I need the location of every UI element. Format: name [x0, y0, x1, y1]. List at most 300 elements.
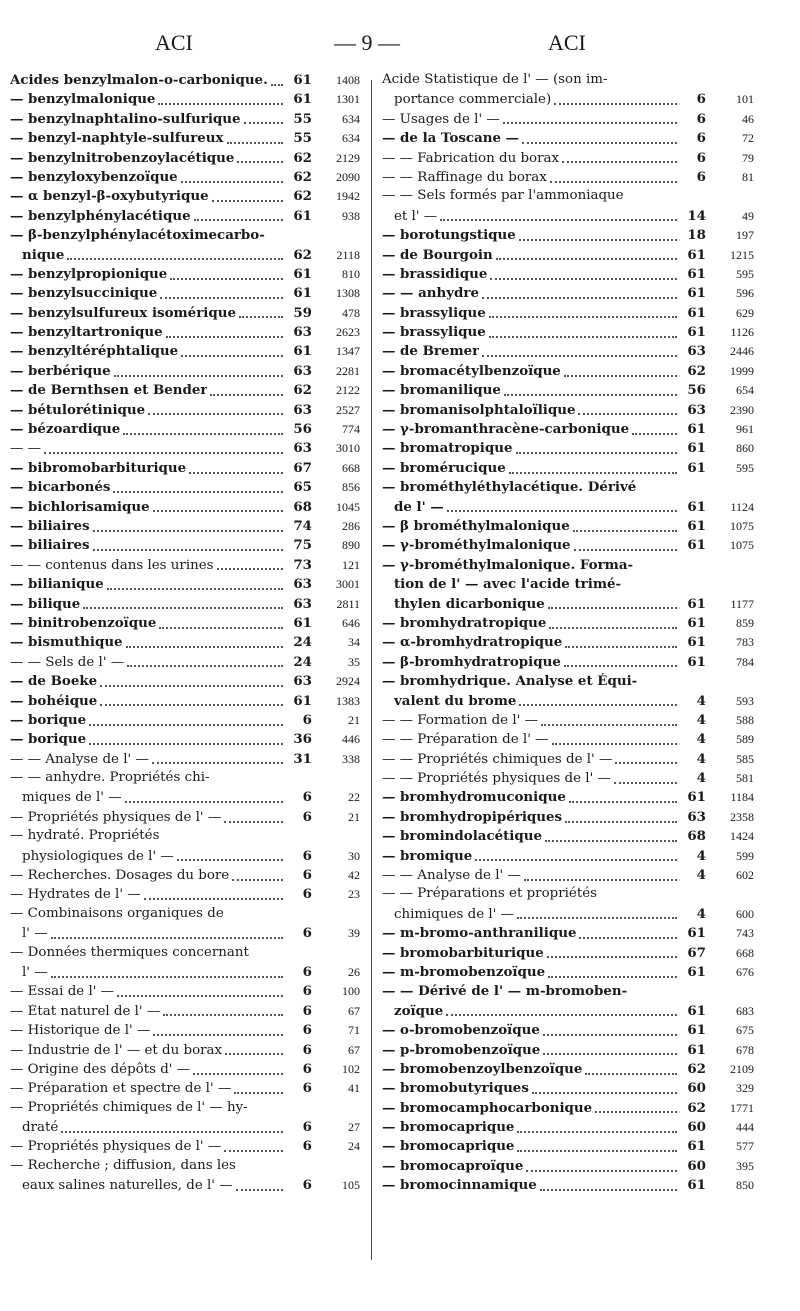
- leader-dots: [93, 530, 283, 532]
- volume-number: 61: [293, 72, 312, 88]
- leader-dots: [217, 568, 283, 570]
- entry-text: — β-bromhydratropique: [382, 653, 561, 670]
- page-reference: 1771: [730, 1100, 754, 1115]
- entry-text: — bromhydromuconique: [382, 789, 566, 806]
- leader-dots: [447, 510, 677, 512]
- index-entry: [10, 828, 360, 867]
- volume-number: 61: [293, 614, 312, 631]
- entry-text: — —: [10, 441, 42, 457]
- entry-text: — bromocaproïque: [382, 1157, 524, 1174]
- page-reference: 3001: [336, 577, 360, 592]
- entry-text: — — Fabrication du borax: [382, 150, 560, 166]
- entry-text: — — Préparation de l' —: [382, 732, 549, 748]
- leader-dots: [193, 1073, 283, 1075]
- entry-text: — bromhydropipériques: [382, 808, 563, 825]
- entry-text: — Propriétés physiques de l' —: [10, 1139, 222, 1155]
- volume-number: 31: [293, 750, 312, 767]
- page-reference: 395: [736, 1158, 754, 1173]
- index-entry: [10, 169, 360, 188]
- index-entry: [382, 848, 754, 867]
- entry-text: — bicarbonés: [10, 479, 111, 496]
- leader-dots: [51, 976, 283, 978]
- entry-text: — bilianique: [10, 576, 104, 593]
- leader-dots: [522, 142, 677, 144]
- leader-dots: [519, 239, 677, 241]
- page-reference: 2090: [336, 169, 360, 184]
- page-reference: 581: [736, 771, 754, 786]
- index-entry: [10, 1022, 360, 1041]
- leader-dots: [244, 122, 283, 124]
- volume-number: 6: [696, 168, 706, 185]
- volume-number: 68: [293, 498, 312, 515]
- leader-dots: [509, 472, 677, 474]
- volume-number: 61: [687, 246, 706, 263]
- leader-dots: [526, 1170, 677, 1172]
- page-reference: 2527: [336, 402, 360, 417]
- leader-dots: [224, 821, 283, 823]
- entry-text: valent du brome: [394, 692, 517, 709]
- page-reference: 743: [736, 926, 754, 941]
- leader-dots: [271, 84, 283, 86]
- entry-text: — hydraté. Propriétés: [10, 828, 160, 844]
- volume-number: 61: [687, 459, 706, 476]
- page-reference: 42: [348, 868, 360, 883]
- page-reference: 2122: [336, 383, 360, 398]
- index-entry: [382, 1158, 754, 1177]
- index-entry: [10, 305, 360, 324]
- entry-text: chimiques de l' —: [394, 906, 514, 922]
- index-entry: [382, 654, 754, 673]
- index-entry: [382, 537, 754, 556]
- entry-text: de l' —: [394, 498, 444, 515]
- entry-text: — bilique: [10, 595, 81, 612]
- volume-number: 6: [302, 867, 312, 884]
- volume-number: 6: [302, 1022, 312, 1039]
- leader-dots: [113, 491, 283, 493]
- leader-dots: [490, 278, 677, 280]
- leader-dots: [573, 530, 677, 532]
- index-entry: [10, 945, 360, 984]
- volume-number: 62: [293, 188, 312, 205]
- entry-text: — borique: [10, 711, 87, 728]
- leader-dots: [615, 762, 677, 764]
- leader-dots: [489, 336, 677, 338]
- entry-text: miques de l' —: [22, 790, 122, 806]
- volume-number: 6: [302, 1002, 312, 1019]
- page-reference: 961: [736, 422, 754, 437]
- page-reference: 27: [348, 1120, 360, 1135]
- leader-dots: [224, 1150, 283, 1152]
- entry-text: eaux salines naturelles, de l' —: [22, 1178, 233, 1194]
- index-entry: [382, 983, 754, 1022]
- entry-text: — borotungstique: [382, 227, 516, 244]
- volume-number: 74: [293, 517, 312, 534]
- leader-dots: [239, 316, 283, 318]
- index-entry: [10, 208, 360, 227]
- page-reference: 1347: [336, 344, 360, 359]
- entry-text: — Essai de l' —: [10, 984, 115, 1000]
- page-reference: 30: [348, 848, 360, 863]
- volume-number: 61: [687, 324, 706, 341]
- index-entry: [382, 731, 754, 750]
- entry-text: — benzyltéréphtalique: [10, 343, 179, 360]
- volume-number: 62: [687, 362, 706, 379]
- volume-number: 62: [293, 149, 312, 166]
- leader-dots: [144, 898, 283, 900]
- volume-number: 6: [302, 1138, 312, 1155]
- volume-number: 63: [687, 808, 706, 825]
- index-entry: [10, 634, 360, 653]
- page-reference: 67: [348, 1042, 360, 1057]
- leader-dots: [158, 103, 283, 105]
- entry-text: thylen dicarbonique: [394, 595, 545, 612]
- volume-number: 6: [302, 1060, 312, 1077]
- volume-number: 61: [687, 421, 706, 438]
- page-reference: 1424: [730, 829, 754, 844]
- entry-text: — benzyl-naphtyle-sulfureux: [10, 130, 224, 147]
- entry-text: — brassidique: [382, 265, 488, 282]
- volume-number: 63: [293, 362, 312, 379]
- page-reference: 646: [342, 615, 360, 630]
- index-entry: [10, 1138, 360, 1157]
- leader-dots: [237, 161, 283, 163]
- volume-number: 61: [687, 537, 706, 554]
- entry-text: — — contenus dans les urines: [10, 557, 214, 573]
- leader-dots: [166, 336, 283, 338]
- volume-number: 61: [687, 1002, 706, 1019]
- volume-number: 4: [696, 711, 706, 728]
- volume-number: 63: [293, 595, 312, 612]
- index-entry: [10, 693, 360, 712]
- entry-text: — bromobutyriques: [382, 1080, 529, 1097]
- index-entry: [382, 305, 754, 324]
- leader-dots: [189, 472, 283, 474]
- index-entry: [382, 1022, 754, 1041]
- page-reference: 71: [348, 1023, 360, 1038]
- volume-number: 61: [687, 285, 706, 302]
- volume-number: 65: [293, 479, 312, 496]
- entry-text: — État naturel de l' —: [10, 1003, 161, 1019]
- page-reference: 629: [736, 305, 754, 320]
- volume-number: 73: [293, 556, 312, 573]
- leader-dots: [547, 956, 677, 958]
- page-reference: 197: [736, 228, 754, 243]
- page-reference: 286: [342, 518, 360, 533]
- volume-number: 4: [696, 770, 706, 787]
- volume-number: 6: [302, 983, 312, 1000]
- leader-dots: [496, 258, 677, 260]
- volume-number: 4: [696, 692, 706, 709]
- entry-text: — Données thermiques concernant: [10, 944, 249, 960]
- page-reference: 24: [348, 1139, 360, 1154]
- page-reference: 329: [736, 1081, 754, 1096]
- leader-dots: [61, 1131, 283, 1133]
- volume-number: 61: [687, 1022, 706, 1039]
- entry-text: — — Dérivé de l' — m-bromoben-: [382, 983, 628, 1000]
- entry-text: — biliaires: [10, 537, 90, 554]
- leader-dots: [89, 724, 283, 726]
- volume-number: 6: [302, 1080, 312, 1097]
- leader-dots: [548, 607, 677, 609]
- leader-dots: [543, 1053, 677, 1055]
- leader-dots: [446, 1014, 677, 1016]
- volume-number: 61: [687, 1138, 706, 1155]
- entry-text: — Recherches. Dosages du bore: [10, 868, 230, 884]
- index-entry: [10, 983, 360, 1002]
- entry-text: — benzylnaphtalino-sulfurique: [10, 110, 241, 127]
- volume-number: 61: [293, 91, 312, 108]
- leader-dots: [125, 801, 283, 803]
- index-entry: [382, 945, 754, 964]
- entry-text: — brassylique: [382, 324, 486, 341]
- entry-text: — — anhydre. Propriétés chi-: [10, 770, 210, 786]
- page-reference: 1383: [336, 693, 360, 708]
- leader-dots: [632, 433, 677, 435]
- page-reference: 46: [742, 111, 754, 126]
- entry-text: — Hydrates de l' —: [10, 887, 141, 903]
- leader-dots: [83, 607, 283, 609]
- entry-text: — bismuthique: [10, 634, 123, 651]
- index-entry: [382, 440, 754, 459]
- leader-dots: [181, 181, 283, 183]
- entry-text: — Préparation et spectre de l' —: [10, 1081, 232, 1097]
- entry-text: nique: [22, 246, 65, 263]
- leader-dots: [554, 103, 677, 105]
- leader-dots: [548, 976, 677, 978]
- index-entry: [382, 673, 754, 712]
- entry-text: — α-bromhydratropique: [382, 634, 563, 651]
- leader-dots: [482, 297, 677, 299]
- entry-text: — — Formation de l' —: [382, 712, 538, 728]
- volume-number: 61: [687, 789, 706, 806]
- leader-dots: [517, 1150, 677, 1152]
- entry-text: — γ-brométhylmalonique. Forma-: [382, 556, 634, 573]
- entry-text: — m-bromobenzoïque: [382, 963, 546, 980]
- entry-text: — — Sels formés par l'ammoniaque: [382, 188, 624, 204]
- page-reference: 1301: [336, 92, 360, 107]
- index-entry: [10, 421, 360, 440]
- volume-number: 61: [687, 614, 706, 631]
- entry-text: — — Préparations et propriétés: [382, 886, 598, 902]
- page-reference: 35: [348, 654, 360, 669]
- page-reference: 683: [736, 1003, 754, 1018]
- index-entry: [382, 343, 754, 362]
- entry-text: — benzylsulfureux isomérique: [10, 304, 236, 321]
- index-entry: [10, 479, 360, 498]
- volume-number: 61: [293, 692, 312, 709]
- index-entry: [10, 867, 360, 886]
- volume-number: 63: [293, 324, 312, 341]
- leader-dots: [524, 879, 677, 881]
- index-entry: [382, 615, 754, 634]
- leader-dots: [67, 258, 283, 260]
- volume-number: 61: [293, 265, 312, 282]
- entry-text: — berbérique: [10, 362, 111, 379]
- page-reference: 654: [736, 383, 754, 398]
- entry-text: — benzylphénylacétique: [10, 207, 191, 224]
- volume-number: 61: [687, 304, 706, 321]
- volume-number: 61: [687, 634, 706, 651]
- page-reference: 2358: [730, 809, 754, 824]
- index-entry: [10, 615, 360, 634]
- leader-dots: [170, 278, 283, 280]
- index-entry: [10, 382, 360, 401]
- volume-number: 6: [302, 847, 312, 864]
- index-entry: [382, 479, 754, 518]
- page-reference: 675: [736, 1023, 754, 1038]
- entry-text: — — Raffinage du borax: [382, 169, 547, 185]
- index-entry: [382, 867, 754, 886]
- page-reference: 678: [736, 1042, 754, 1057]
- entry-text: — bromanisolphtaloïlique: [382, 401, 576, 418]
- index-entry: [382, 1042, 754, 1061]
- page-reference: 3010: [336, 441, 360, 456]
- index-entry: [10, 266, 360, 285]
- index-entry: [382, 557, 754, 615]
- leader-dots: [160, 297, 283, 299]
- index-entry: [382, 72, 754, 111]
- index-entry: [382, 285, 754, 304]
- page-reference: 338: [342, 751, 360, 766]
- volume-number: 61: [687, 963, 706, 980]
- index-entry: [382, 1119, 754, 1138]
- volume-number: 62: [293, 382, 312, 399]
- entry-text: — Historique de l' —: [10, 1023, 151, 1039]
- entry-text: — brassylique: [382, 304, 486, 321]
- volume-number: 63: [293, 673, 312, 690]
- entry-text: l' —: [22, 964, 48, 980]
- index-entry: [10, 518, 360, 537]
- index-entry: [382, 1100, 754, 1119]
- index-entry: [10, 654, 360, 673]
- leader-dots: [212, 200, 283, 202]
- volume-number: 4: [696, 905, 706, 922]
- page-reference: 593: [736, 693, 754, 708]
- page-reference: 810: [342, 266, 360, 281]
- leader-dots: [159, 627, 283, 629]
- page-reference: 634: [342, 131, 360, 146]
- column-divider: [371, 80, 372, 1260]
- entry-text: zoïque: [394, 1002, 444, 1019]
- volume-number: 62: [687, 1060, 706, 1077]
- page-reference: 21: [348, 809, 360, 824]
- page-reference: 2623: [336, 325, 360, 340]
- entry-text: — de la Toscane —: [382, 130, 520, 147]
- leader-dots: [234, 1092, 283, 1094]
- entry-text: — benzylsuccinique: [10, 285, 158, 302]
- leader-dots: [181, 355, 283, 357]
- entry-text: — binitrobenzoïque: [10, 614, 157, 631]
- page-reference: 41: [348, 1081, 360, 1096]
- entry-text: — benzylpropionique: [10, 265, 168, 282]
- volume-number: 4: [696, 847, 706, 864]
- volume-number: 6: [302, 711, 312, 728]
- volume-number: 18: [687, 227, 706, 244]
- leader-dots: [236, 1189, 283, 1191]
- leader-dots: [489, 316, 677, 318]
- page-reference: 79: [742, 150, 754, 165]
- leader-dots: [565, 821, 677, 823]
- entry-text: — bromindolacétique: [382, 828, 543, 845]
- leader-dots: [89, 743, 283, 745]
- page-reference: 22: [348, 790, 360, 805]
- volume-number: 67: [687, 944, 706, 961]
- page-reference: 577: [736, 1139, 754, 1154]
- page-reference: 850: [736, 1178, 754, 1193]
- entry-text: — benzylmalonique: [10, 91, 156, 108]
- volume-number: 6: [696, 130, 706, 147]
- entry-text: — — anhydre: [382, 285, 479, 302]
- leader-dots: [100, 704, 283, 706]
- entry-text: — bromique: [382, 847, 473, 864]
- index-entry: [382, 421, 754, 440]
- leader-dots: [153, 1034, 283, 1036]
- volume-number: 63: [687, 401, 706, 418]
- volume-number: 6: [302, 1177, 312, 1194]
- leader-dots: [51, 937, 283, 939]
- page-reference: 784: [736, 654, 754, 669]
- page-reference: 121: [342, 557, 360, 572]
- volume-number: 56: [687, 382, 706, 399]
- entry-text: — de Bernthsen et Bender: [10, 382, 208, 399]
- page-reference: 599: [736, 848, 754, 863]
- leader-dots: [585, 1073, 677, 1075]
- entry-text: — β-benzylphénylacétoximecarbo-: [10, 227, 265, 244]
- index-entry: [10, 324, 360, 343]
- leader-dots: [595, 1111, 677, 1113]
- entry-text: — Propriétés chimiques de l' — hy-: [10, 1099, 248, 1115]
- page-reference: 2118: [336, 247, 360, 262]
- leader-dots: [482, 355, 677, 357]
- page-reference: 26: [348, 964, 360, 979]
- entry-text: — bichlorisamique: [10, 498, 150, 515]
- entry-text: — bromocinnamique: [382, 1177, 537, 1194]
- index-entry: [382, 770, 754, 789]
- volume-number: 61: [687, 1177, 706, 1194]
- volume-number: 24: [293, 634, 312, 651]
- volume-number: 67: [293, 459, 312, 476]
- entry-text: — Origine des dépôts d' —: [10, 1061, 191, 1077]
- volume-number: 6: [696, 110, 706, 127]
- index-entry: [10, 1100, 360, 1139]
- volume-number: 62: [687, 1099, 706, 1116]
- entry-text: — bétulorétinique: [10, 401, 146, 418]
- entry-text: — biliaires: [10, 517, 90, 534]
- page-reference: 105: [342, 1178, 360, 1193]
- page-reference: 100: [342, 984, 360, 999]
- left-column: [10, 72, 360, 1197]
- index-entry: [10, 227, 360, 266]
- header-right: ACI: [548, 30, 586, 55]
- volume-number: 61: [293, 207, 312, 224]
- page-reference: 783: [736, 635, 754, 650]
- volume-number: 60: [687, 1080, 706, 1097]
- volume-number: 63: [293, 576, 312, 593]
- volume-number: 14: [687, 207, 706, 224]
- page-reference: 2924: [336, 674, 360, 689]
- volume-number: 63: [293, 401, 312, 418]
- leader-dots: [114, 375, 283, 377]
- page-reference: 1124: [730, 499, 754, 514]
- page-reference: 2390: [730, 402, 754, 417]
- entry-text: physiologiques de l' —: [22, 848, 174, 864]
- page-number: — 9 —: [334, 30, 400, 55]
- leader-dots: [574, 549, 677, 551]
- page-reference: 1942: [336, 189, 360, 204]
- leader-dots: [93, 549, 283, 551]
- leader-dots: [225, 1053, 283, 1055]
- entry-text: tion de l' — avec l'acide trimé-: [394, 576, 622, 593]
